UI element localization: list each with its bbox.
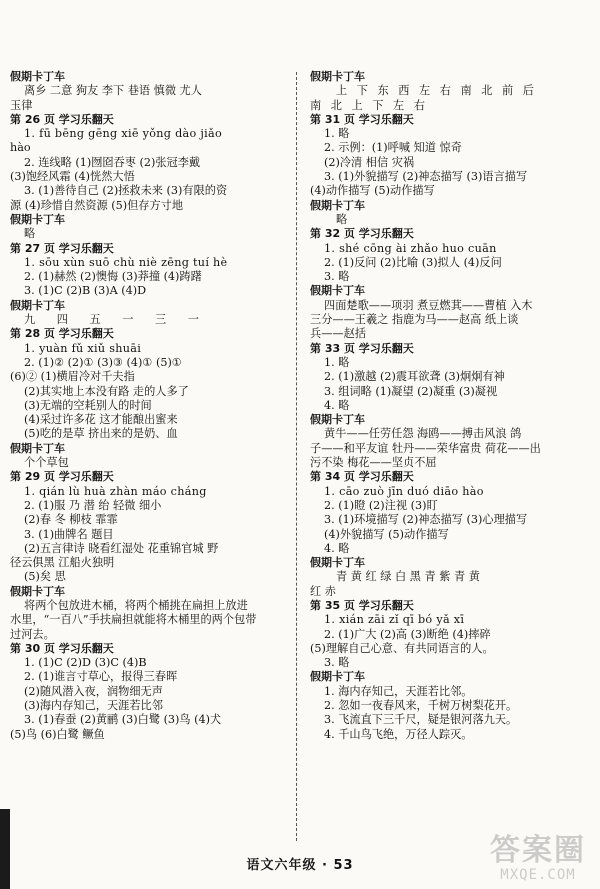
section-heading: 第 26 页 学习乐翻天 [10,112,114,126]
left-column [10,70,286,889]
answer-line: 3. (1)外貌描写 (2)神态描写 (3)语言描写 [324,170,528,184]
answer-line: 径云俱黑 江船火独明 [10,556,115,570]
section-heading: 第 31 页 学习乐翻天 [310,112,414,126]
section-heading: 假期卡丁车 [310,70,365,83]
answer-line: 1. shé cōng ài zhǎo huo cuān [324,241,497,255]
column-divider [296,72,297,841]
section-heading: 第 29 页 学习乐翻天 [10,470,114,484]
section-heading: 第 28 页 学习乐翻天 [10,327,114,341]
answer-line: 个个草包 [24,456,69,470]
answer-line: (3)海内存知己，天涯若比邻 [24,699,163,713]
answer-line: 2. (1)谁言寸草心，报得三春晖 [24,670,178,684]
answer-line: 九 四 五 一 三 一 [24,313,208,327]
section-heading: 假期卡丁车 [10,584,65,598]
section-heading: 假期卡丁车 [310,198,365,212]
section-heading: 第 27 页 学习乐翻天 [10,241,114,255]
answer-line: 2. 忽如一夜春风来，千树万树梨花开。 [324,699,518,713]
answer-line: (5)吃的是草 挤出来的是奶、血 [24,427,178,441]
answer-line: 4. 略 [324,541,350,555]
answer-line: (2)随风潜入夜，润物细无声 [24,684,163,698]
page-footer: 语文六年级 · 53 [246,858,354,873]
answer-line: 1. sōu xùn suō chù niè zēng tuí hè [24,255,228,269]
right-column [310,70,592,889]
answer-line: 2. 连线略 (1)囫囵吞枣 (2)张冠李戴 [24,155,201,169]
answer-line: 3. 组词略 (1)凝望 (2)凝重 (3)凝视 [324,384,498,398]
answer-line: 1. 略 [324,127,350,141]
section-heading: 假期卡丁车 [310,670,365,684]
answer-line: 水里，“一百八”手扶扁担就能将木桶里的两个包带 [10,613,257,627]
section-heading: 第 32 页 学习乐翻天 [310,227,414,241]
answer-line: 离乡 二意 狗友 李下 巷语 慎微 尤人 [24,84,202,98]
answer-line: 2. (1)服 乃 潜 绐 轻微 细小 [24,498,162,512]
answer-line: 2. (1)激越 (2)震耳欲聋 (3)炯炯有神 [324,370,505,384]
answer-line: 4. 千山鸟飞绝，万径人踪灭。 [324,727,473,741]
answer-line: 源 (4)珍惜自然资源 (5)但存方寸地 [10,198,184,212]
answer-line: 2. 示例：(1)呼喊 知道 惊奇 [324,141,462,155]
answer-line: hào [10,141,31,155]
answer-line: 4. 略 [324,398,350,412]
answer-line: (2)五言律诗 晓看红湿处 花重锦官城 野 [24,541,219,555]
answer-line: 3. (1)C (2)B (3)A (4)D [24,284,147,298]
answer-line: 略 [24,227,36,241]
answer-line: 上 下 东 西 左 右 南 北 前 后 [336,84,537,98]
answer-line: 2. (1)赫然 (2)懊悔 (3)莽撞 (4)踌躇 [24,270,202,284]
section-heading: 假期卡丁车 [10,441,65,455]
answer-line: (2)春 冬 柳枝 霏霏 [24,513,118,527]
answer-line: (2)冷清 相信 灾祸 [324,155,415,169]
answer-line: 红 赤 [310,584,336,598]
answer-line: 3. (1)环境描写 (2)神态描写 (3)心理描写 [324,513,528,527]
answer-line: 三分——王羲之 指鹿为马——赵高 纸上谈 [310,313,519,327]
answer-line: 子——和平友谊 牡丹——荣华富贵 荷花——出 [310,441,541,455]
answer-line: (2)其实地上本没有路 走的人多了 [24,384,189,398]
answer-line: 3. 略 [324,656,350,670]
answer-line: 2. (1)广大 (2)高 (3)断绝 (4)摔碎 [324,627,491,641]
answer-line: (3)无端的空耗别人的时间 [24,398,152,412]
answer-line: 将两个包放进木桶，将两个桶挑在扁担上放进 [24,598,248,612]
watermark-url: MXQE.COM [500,867,576,883]
answer-line: 3. (1)曲牌名 题目 [24,527,114,541]
answer-line: 2. (1)② (2)① (3)③ (4)① (5)① [24,355,182,369]
answer-line: 3. 略 [324,270,350,284]
answer-line: 1. 海内存知己，天涯若比邻。 [324,684,473,698]
page-edge-mark [0,809,10,889]
answer-line: 四面楚歌——项羽 煮豆燃萁——曹植 入木 [324,298,533,312]
answer-line: (5)理解自己心意、有共同语言的人。 [310,641,494,655]
answer-line: 兵——赵括 [310,327,366,341]
answer-line: 3. (1)春蚕 (2)黄鹂 (3)白鹭 (3)鸟 (4)犬 [24,713,222,727]
section-heading: 假期卡丁车 [10,70,65,83]
section-heading: 第 35 页 学习乐翻天 [310,598,414,612]
answer-line: 1. yuàn fǔ xiǔ shuāi [24,341,142,355]
answer-line: 1. cāo zuò jīn duó diāo hào [324,484,484,498]
answer-line: (4)动作描写 (5)动作描写 [310,184,435,198]
watermark-title: 答案圈 [490,833,586,868]
answer-line: (5)鸟 (6)白鹭 鳜鱼 [10,727,105,741]
answer-line: 1. qián lù huà zhàn máo cháng [24,484,207,498]
answer-line: 玉律 [10,98,33,112]
section-heading: 假期卡丁车 [10,298,65,312]
section-heading: 第 30 页 学习乐翻天 [10,641,114,655]
answer-line: (6)② (1)横眉冷对千夫指 [10,370,135,384]
answer-line: (4)采过许多花 这才能酿出蜜来 [24,413,178,427]
answer-line: 污不染 梅花——坚贞不屈 [310,456,437,470]
section-heading: 假期卡丁车 [310,284,365,298]
answer-line: 2. (1)瞪 (2)注视 (3)盯 [324,498,438,512]
answer-line: 2. (1)反问 (2)比喻 (3)拟人 (4)反问 [324,255,502,269]
answer-line: 1. 略 [324,355,350,369]
section-heading: 假期卡丁车 [310,413,365,427]
section-heading: 第 34 页 学习乐翻天 [310,470,414,484]
answer-line: 黄牛——任劳任怨 海鸥——搏击风浪 鸽 [324,427,522,441]
section-heading: 假期卡丁车 [310,556,365,570]
section-heading: 第 33 页 学习乐翻天 [310,341,414,355]
answer-line: 略 [336,212,348,226]
answer-line: 1. (1)C (2)D (3)C (4)B [24,656,147,670]
answer-line: (3)饱经风霜 (4)恍然大悟 [10,170,135,184]
answer-line: (5)矣 思 [24,570,66,584]
answer-line: (4)外貌描写 (5)动作描写 [324,527,449,541]
answer-line: 南 北 上 下 左 右 [310,98,428,112]
answer-line: 1. fū bēng gēng xiē yǒng dào jiǎo [24,127,223,141]
watermark-logo [490,835,586,883]
answer-line: 3. (1)善待自己 (2)拯救未来 (3)有限的资 [24,184,228,198]
section-heading: 假期卡丁车 [10,212,65,226]
answer-line: 青 黄 红 绿 白 黑 青 紫 青 黄 [336,570,480,584]
answer-line: 3. 飞流直下三千尺，疑是银河落九天。 [324,713,518,727]
answer-line: 过河去。 [10,627,55,641]
answer-line: 1. xián zāi zǐ qī bó yǎ xī [324,613,465,627]
